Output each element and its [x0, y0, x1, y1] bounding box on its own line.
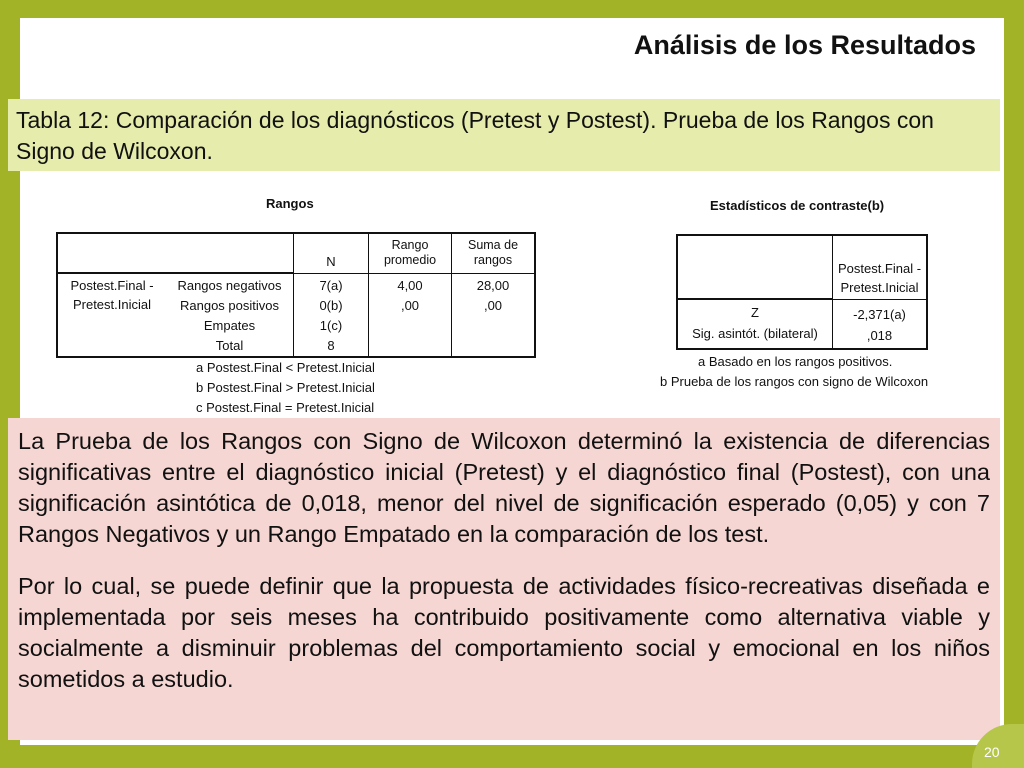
stats-label-sig: Sig. asintót. (bilateral)	[692, 326, 818, 341]
ranks-sum-negative: 28,00	[476, 277, 510, 293]
ranks-n-negative: 7(a)	[319, 277, 343, 293]
ranks-categories	[166, 273, 294, 357]
ranks-header-row	[57, 233, 535, 273]
ranks-mean-values	[369, 273, 452, 357]
stats-table	[676, 234, 928, 350]
stats-data-row	[677, 299, 927, 349]
ranks-mean-negative: 4,00	[397, 277, 423, 293]
ranks-footnote-c: c Postest.Final = Pretest.Inicial	[196, 400, 375, 415]
ranks-sum-positive: ,00	[483, 297, 503, 313]
table-caption: Tabla 12: Comparación de los diagnósticos (Pretest y Postest). Prueba de los Rangos con Signo de Wilcoxon.	[8, 99, 1000, 171]
ranks-header-blank	[57, 233, 294, 273]
ranks-table	[56, 232, 536, 358]
stats-footnote-b: b Prueba de los rangos con signo de Wilcoxon	[660, 374, 929, 389]
ranks-table-title: Rangos	[266, 196, 314, 211]
ranks-footnote-a: a Postest.Final < Pretest.Inicial	[196, 360, 375, 375]
page-number: 20	[984, 744, 1000, 760]
ranks-n-total: 8	[327, 337, 335, 353]
ranks-cat-positive: Rangos positivos	[180, 298, 279, 313]
ranks-row-label: Postest.Final - Pretest.Inicial	[57, 273, 166, 357]
ranks-cat-negative: Rangos negativos	[177, 278, 282, 293]
stats-footnotes	[660, 352, 928, 392]
stats-footnote-a: a Basado en los rangos positivos.	[698, 354, 893, 369]
stats-table-title: Estadísticos de contraste(b)	[710, 198, 885, 213]
ranks-n-ties: 1(c)	[319, 317, 343, 333]
ranks-header-n: N	[294, 233, 369, 273]
ranks-sum-values	[452, 273, 536, 357]
stats-label-z: Z	[751, 305, 759, 320]
stats-header-row	[677, 235, 927, 299]
ranks-cat-total: Total	[215, 338, 244, 353]
ranks-n-values	[294, 273, 369, 357]
ranks-header-mean: Rango promedio	[369, 233, 452, 273]
stats-value-z: -2,371(a)	[853, 306, 906, 322]
conclusion-box	[8, 418, 1000, 740]
slide-title: Análisis de los Resultados	[633, 30, 976, 60]
ranks-n-positive: 0(b)	[319, 297, 343, 313]
conclusion-paragraph-1: La Prueba de los Rangos con Signo de Wilcoxon determinó la existencia de diferencias significativas entre el diagnóstico inicial (Pretest) y el diagnóstico final (Postest), con una significación asintótica de 0,018, menor del nivel de significación esperado (0,05) y con 7 Rangos Negativos y un Rango Empatado en la comparación de los test.	[18, 428, 990, 547]
stats-header-blank	[677, 235, 833, 299]
ranks-mean-positive: ,00	[400, 297, 420, 313]
stats-header-variable: Postest.Final - Pretest.Inicial	[833, 235, 928, 299]
ranks-header-sum: Suma de rangos	[452, 233, 536, 273]
ranks-footnote-b: b Postest.Final > Pretest.Inicial	[196, 380, 375, 395]
ranks-data-row	[57, 273, 535, 357]
ranks-cat-ties: Empates	[203, 318, 256, 333]
stats-value-sig: ,018	[866, 327, 893, 343]
ranks-footnotes	[196, 358, 375, 418]
conclusion-paragraph-2: Por lo cual, se puede definir que la propuesta de actividades físico-recreativas diseñada e implementada por seis meses ha contribuido positivamente como alternativa viable y socialmente a disminuir problemas del comportamiento social y emocional en los niños sometidos a estudio.	[18, 573, 990, 692]
stats-labels	[677, 299, 833, 349]
stats-values	[833, 299, 928, 349]
